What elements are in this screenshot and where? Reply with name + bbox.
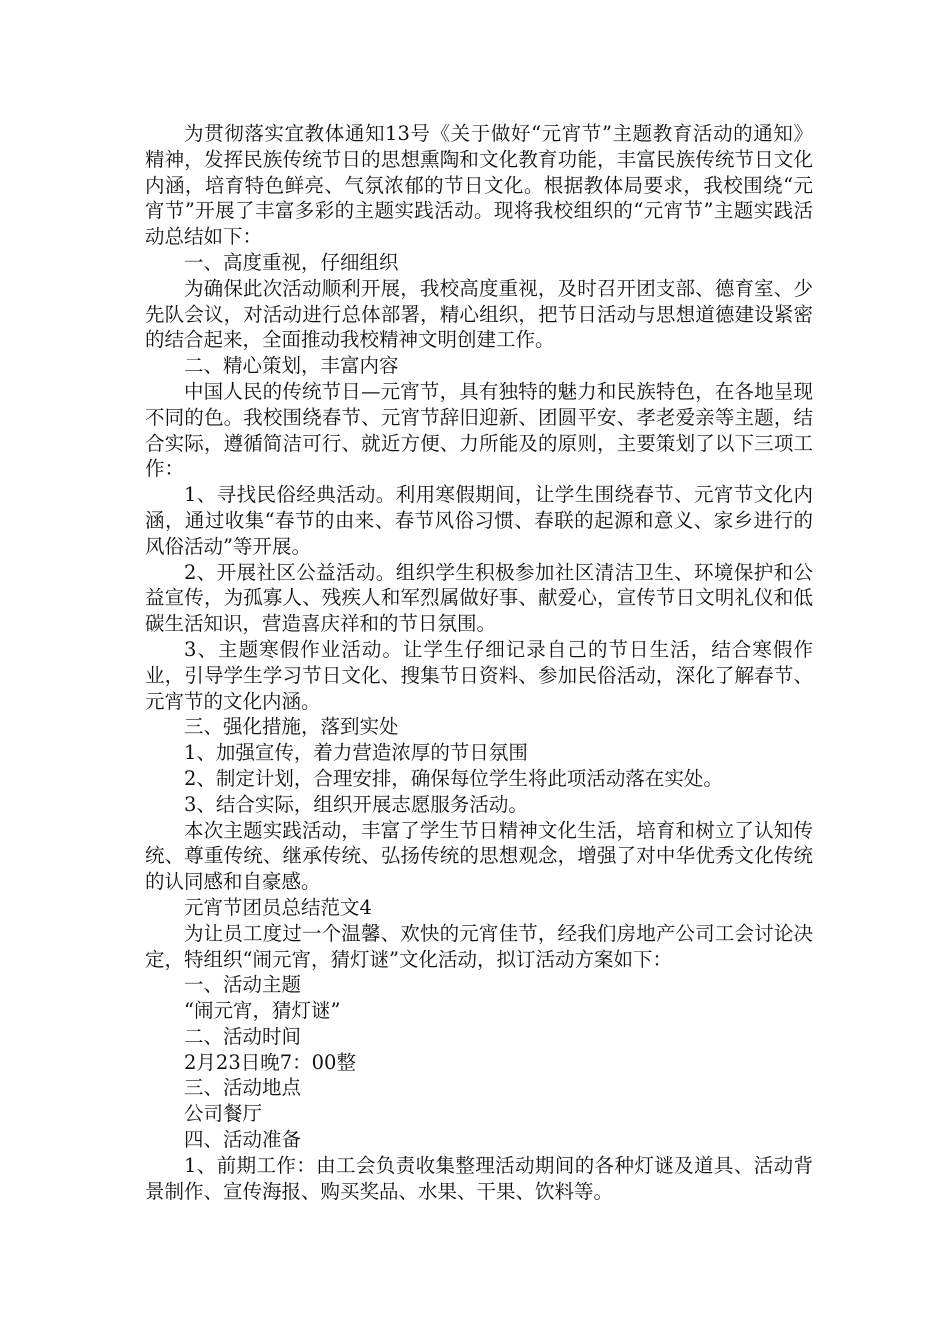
document-body xyxy=(145,121,813,1204)
section-heading: 一、活动主题 xyxy=(184,973,302,997)
section-heading: 二、活动时间 xyxy=(184,1024,302,1048)
list-item: 1、加强宣传，着力营造浓厚的节日氛围 xyxy=(184,741,528,765)
article-title: 元宵节团员总结范文4 xyxy=(184,895,372,919)
section-heading-1: 一、高度重视，仔细组织 xyxy=(184,250,399,274)
list-item: 1、寻找民俗经典活动。利用寒假期间，让学生围绕春节、元宵节文化内涵，通过收集“春节的由来、春节风俗习惯、春联的起源和意义、家乡进行的风俗活动”等开展。 xyxy=(145,483,813,558)
paragraph: 中国人民的传统节日—元宵节，具有独特的魅力和民族特色，在各地呈现不同的色。我校围绕春节、元宵节辞旧迎新、团圆平安、孝老爱亲等主题，结合实际，遵循简洁可行、就近方便、力所能及的原则，主要策划了以下三项工作： xyxy=(145,379,813,481)
paragraph: “闹元宵，猜灯谜” xyxy=(184,999,341,1023)
section-heading: 四、活动准备 xyxy=(184,1128,302,1152)
paragraph-conclusion: 本次主题实践活动，丰富了学生节日精神文化生活，培育和树立了认知传统、尊重传统、继承传统、弘扬传统的思想观念，增强了对中华优秀文化传统的认同感和自豪感。 xyxy=(145,818,813,894)
paragraph: 为确保此次活动顺利开展，我校高度重视，及时召开团支部、德育室、少先队会议，对活动进行总体部署，精心组织，把节日活动与思想道德建设紧密的结合起来，全面推动我校精神文明创建工作。 xyxy=(145,276,813,352)
list-item: 3、主题寒假作业活动。让学生仔细记录自己的节日生活，结合寒假作业，引导学生学习节日文化、搜集节日资料、参加民俗活动，深化了解春节、元宵节的文化内涵。 xyxy=(145,637,813,713)
paragraph-intro: 为贯彻落实宜教体通知13号《关于做好“元宵节”主题教育活动的通知》精神，发挥民族传统节日的思想熏陶和文化教育功能，丰富民族传统节日文化内涵，培育特色鲜亮、气氛浓郁的节日文化。根据教体局要求，我校围绕“元宵节”开展了丰富多彩的主题实践活动。现将我校组织的“元宵节”主题实践活动总结如下： xyxy=(145,122,813,249)
paragraph: 为让员工度过一个温馨、欢快的元宵佳节，经我们房地产公司工会讨论决定，特组织“闹元宵，猜灯谜”文化活动，拟订活动方案如下： xyxy=(145,921,813,971)
list-item: 2、开展社区公益活动。组织学生积极参加社区清洁卫生、环境保护和公益宣传，为孤寡人、残疾人和军烈属做好事、献爱心，宣传节日文明礼仪和低碳生活知识，营造喜庆祥和的节日氛围。 xyxy=(145,560,813,636)
list-item: 2、制定计划，合理安排，确保每位学生将此项活动落在实处。 xyxy=(184,766,723,790)
list-item: 1、前期工作：由工会负责收集整理活动期间的各种灯谜及道具、活动背景制作、宣传海报、购买奖品、水果、干果、饮料等。 xyxy=(145,1153,813,1203)
paragraph: 公司餐厅 xyxy=(184,1102,263,1126)
list-item: 3、结合实际，组织开展志愿服务活动。 xyxy=(184,792,528,816)
paragraph: 2月23日晚7：00整 xyxy=(184,1050,356,1074)
section-heading-3: 三、强化措施，落到实处 xyxy=(184,715,399,739)
section-heading: 三、活动地点 xyxy=(184,1076,302,1100)
section-heading-2: 二、精心策划，丰富内容 xyxy=(184,354,399,378)
